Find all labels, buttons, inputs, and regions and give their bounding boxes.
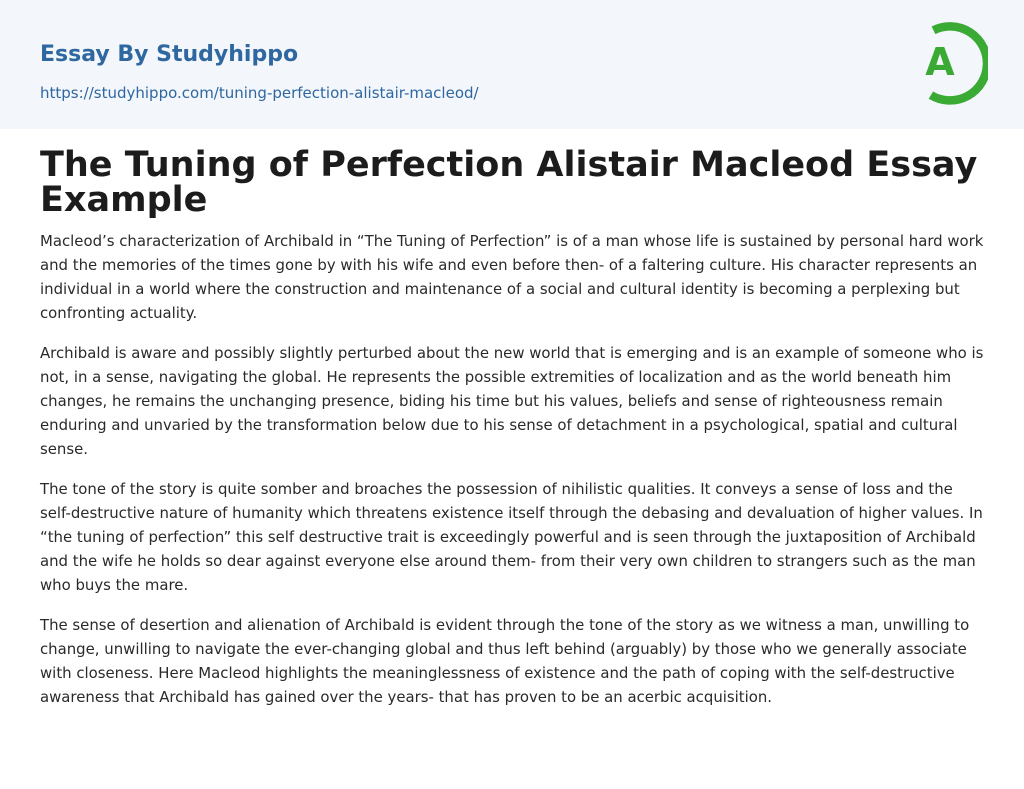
essay-body: [40, 229, 985, 725]
essay-paragraph: The tone of the story is quite somber and broaches the possession of nihilistic qualities. It conveys a sense of loss and the self-destructive nature of humanity which threatens existence itself through the debasing and devaluation of higher values. In “the tuning of perfection” this self destructive trait is exceedingly powerful and is seen through the juxtaposition of Archibald and the wife he holds so dear against everyone else around them- from their very own children to strangers such as the man who buys the mare.: [40, 480, 983, 594]
essay-paragraph: Archibald is aware and possibly slightly perturbed about the new world that is emerging and is an example of someone who is not, in a sense, navigating the global. He represents the possible extremities of localization and as the world beneath him changes, he remains the unchanging presence, biding his time but his values, beliefs and sense of righteousness remain enduring and unvaried by the transformation below due to his sense of detachment in a psychological, spatial and cultural sense.: [40, 344, 984, 458]
essay-title: The Tuning of Perfection Alistair Macleod Essay Example: [40, 145, 978, 220]
logo-letter: A: [925, 40, 955, 84]
site-brand[interactable]: Essay By Studyhippo: [40, 42, 299, 67]
essay-url-link[interactable]: https://studyhippo.com/tuning-perfection-alistair-macleod/: [40, 84, 479, 102]
studyhippo-logo-icon[interactable]: [908, 18, 988, 106]
essay-paragraph: The sense of desertion and alienation of Archibald is evident through the tone of the story as we witness a man, unwilling to change, unwilling to navigate the ever-changing global and thus left behind (arguably) by those who we generally associate with closeness. Here Macleod highlights the meaninglessness of existence and the path of coping with the self-destructive awareness that Archibald has gained over the years- that has proven to be an acerbic acquisition.: [40, 616, 970, 706]
essay-paragraph: Macleod’s characterization of Archibald in “The Tuning of Perfection” is of a man whose life is sustained by personal hard work and the memories of the times gone by with his wife and even before then- of a faltering culture. His character represents an individual in a world where the construction and maintenance of a social and cultural identity is becoming a perplexing but confronting actuality.: [40, 232, 984, 322]
site-header: [0, 0, 1024, 129]
